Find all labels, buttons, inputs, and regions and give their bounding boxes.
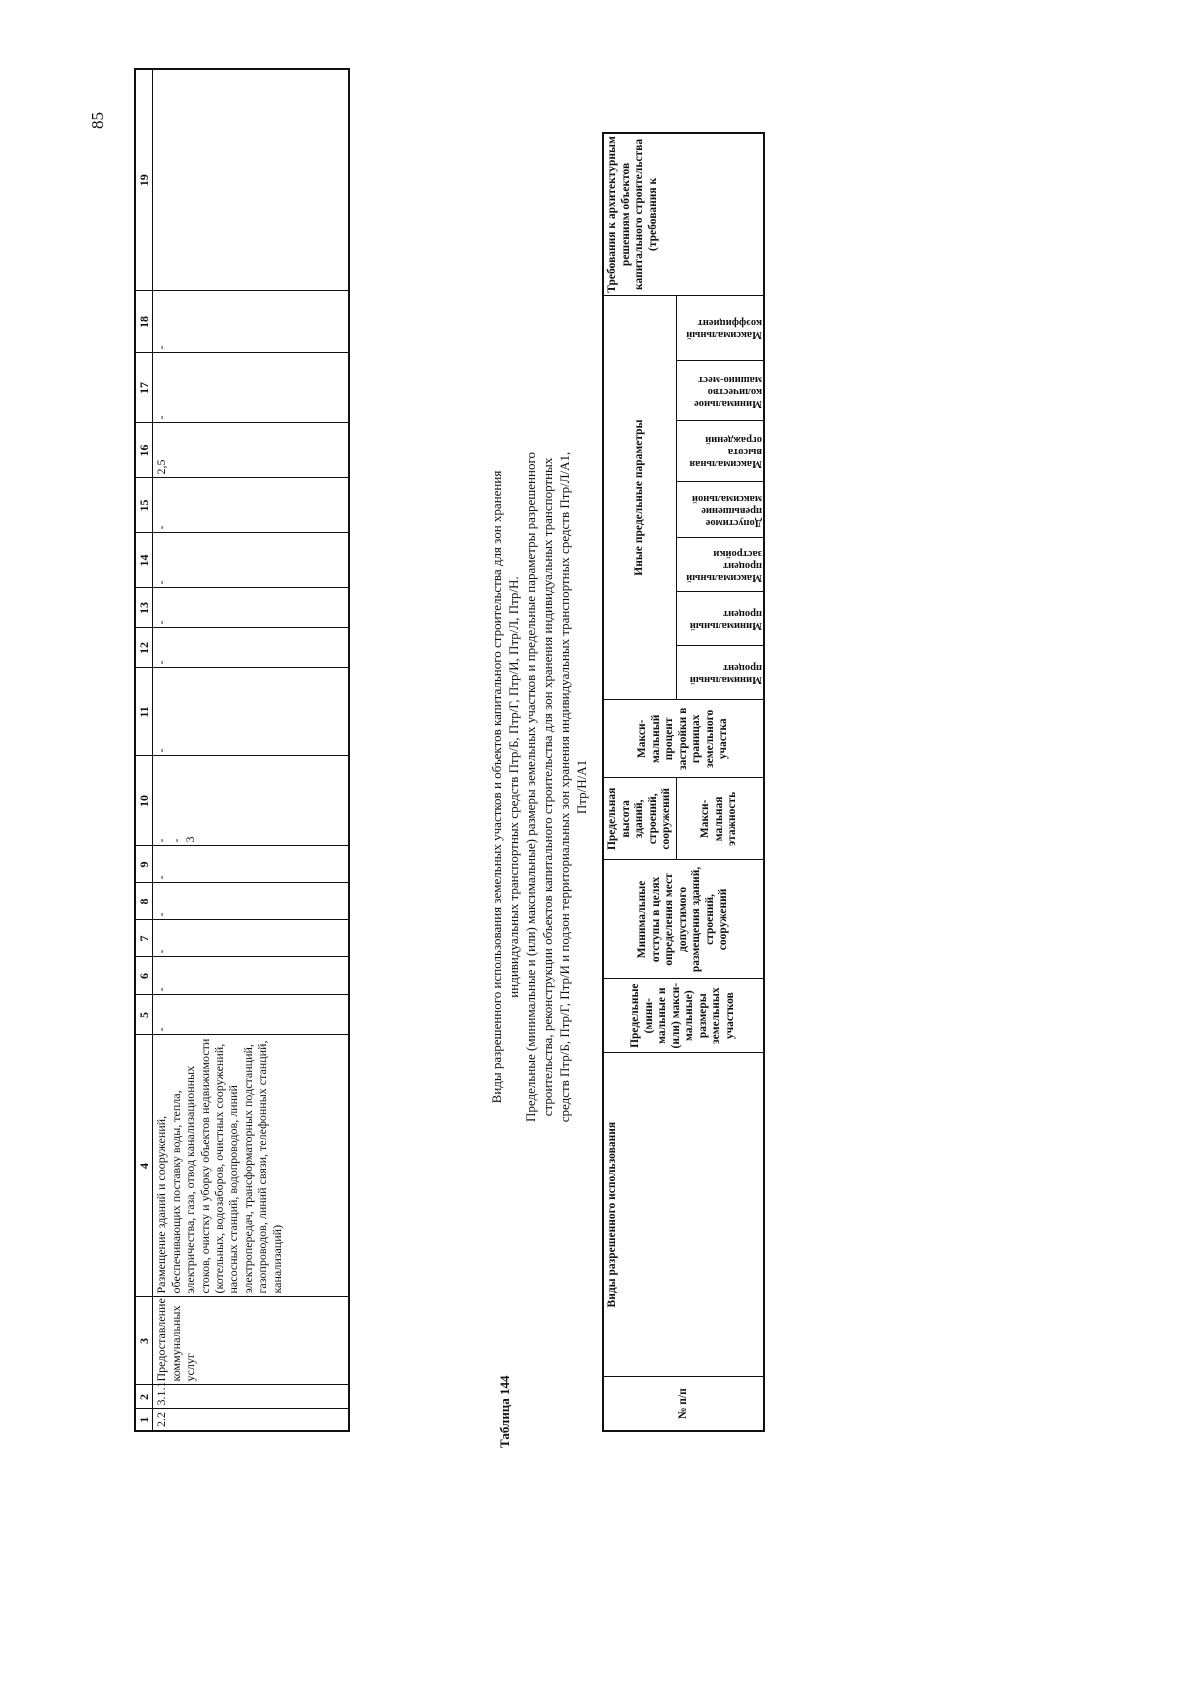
value-cell: - bbox=[153, 478, 349, 533]
page-number: 85 bbox=[88, 112, 107, 129]
value-cell: - bbox=[153, 883, 349, 920]
header-cell: 11 bbox=[135, 668, 153, 756]
row-number-cell: 2.2 bbox=[153, 1409, 349, 1431]
header-cell: 17 bbox=[135, 353, 153, 423]
header-floors: Макси-мальная этажность bbox=[676, 778, 764, 860]
header-cell: 14 bbox=[135, 533, 153, 588]
bottom-table bbox=[602, 132, 765, 1432]
header-cell: 12 bbox=[135, 628, 153, 668]
header-cell: 6 bbox=[135, 957, 153, 995]
value-cell: - - 3 bbox=[153, 756, 349, 846]
header-cell: 4 bbox=[135, 1035, 153, 1297]
header-use-types: Виды разрешенного использования bbox=[603, 1052, 764, 1376]
value-cell: 2,5 bbox=[153, 423, 349, 478]
code-cell: 3.1.1 bbox=[153, 1385, 349, 1409]
subheader-cell: Максимальный процент застройки bbox=[676, 538, 764, 592]
caption-line-1: Виды разрешенного использования земельных участков и объектов капитального строительства для зон хранения индивидуальных транспортных средств Птр/Б, Птр/Г, Птр/И, Птр/Л, Птр/Н. bbox=[489, 470, 521, 1104]
header-setbacks: Минимальные отступы в целях определения мест допустимого размещения зданий, строений, сооружений bbox=[603, 860, 764, 979]
description-cell: Размещение зданий и сооружений, обеспечивающих поставку воды, тепла, электричества, газа, отвод канализационных стоков, очистку и уборку объектов недвижимости (котельных, водозаборов, очистных сооружений, насосных станций, водопроводов, линий электропередач, трансформаторных подстанций, газопроводов, линий связи, телефонных станций, канализаций) bbox=[153, 1035, 349, 1297]
subheader-cell: Минимальный процент bbox=[676, 646, 764, 700]
value-cell: - bbox=[153, 995, 349, 1035]
header-number: № п/п bbox=[603, 1377, 764, 1431]
header-cell: 19 bbox=[135, 69, 153, 291]
top-table bbox=[134, 68, 350, 1432]
header-cell: 9 bbox=[135, 846, 153, 883]
value-cell: - bbox=[153, 588, 349, 628]
subheader-cell: Минимальный процент bbox=[676, 592, 764, 646]
value-cell: - bbox=[153, 920, 349, 957]
value-cell bbox=[153, 69, 349, 291]
header-cell: 5 bbox=[135, 995, 153, 1035]
header-plot-sizes: Предельные (мини-мальные и (или) макси-мальные) размеры земельных участков bbox=[603, 979, 764, 1053]
value-cell: - bbox=[153, 846, 349, 883]
subheader-cell: Минимальное количество машино-мест bbox=[676, 360, 764, 421]
table-label: Таблица 144 bbox=[497, 1375, 512, 1448]
header-cell: 3 bbox=[135, 1297, 153, 1385]
bottom-table-header-row-1 bbox=[603, 133, 676, 1431]
header-cell: 13 bbox=[135, 588, 153, 628]
value-cell: - bbox=[153, 957, 349, 995]
header-other-params: Иные предельные параметры bbox=[603, 295, 676, 700]
subheader-cell: Допустимое превышение максимальной bbox=[676, 481, 764, 537]
value-cell: - bbox=[153, 668, 349, 756]
value-cell: - bbox=[153, 628, 349, 668]
header-height: Предельная высота зданий, строений, сооружений bbox=[603, 778, 676, 860]
use-type-cell: Предоставление коммунальных услуг bbox=[153, 1297, 349, 1385]
header-cell: 15 bbox=[135, 478, 153, 533]
subheader-cell: Максимальный коэффициент bbox=[676, 295, 764, 360]
header-cell: 16 bbox=[135, 423, 153, 478]
header-cell: 2 bbox=[135, 1385, 153, 1409]
value-cell: - bbox=[153, 533, 349, 588]
caption-line-2: Предельные (минимальные и (или) максимальные) размеры земельных участков и предельные параметры разрешенного строительства, реконструкции объектов капитального строительства для зон хранения индивидуальных транспортных средств Птр/Б, Птр/Г, Птр/И и подзон территориальных зон хранения индивидуальных транспортных средств Птр/Л/А1, Птр/Н/А1 bbox=[523, 451, 589, 1123]
header-cell: 8 bbox=[135, 883, 153, 920]
header-cell: 7 bbox=[135, 920, 153, 957]
header-cell: 10 bbox=[135, 756, 153, 846]
header-cell: 18 bbox=[135, 291, 153, 353]
table-row bbox=[153, 69, 349, 1431]
value-cell: - bbox=[153, 291, 349, 353]
header-cell: 1 bbox=[135, 1409, 153, 1431]
value-cell: - bbox=[153, 353, 349, 423]
table-caption bbox=[488, 447, 590, 1127]
subheader-cell: Максимальная высота ограждений bbox=[676, 421, 764, 482]
header-requirements: Требования к архитектурным решениям объектов капитального строительства (требования к bbox=[603, 133, 764, 295]
header-coverage: Макси-мальный процент застройки в границах земельного участка bbox=[603, 700, 764, 778]
top-table-header-row bbox=[135, 69, 153, 1431]
